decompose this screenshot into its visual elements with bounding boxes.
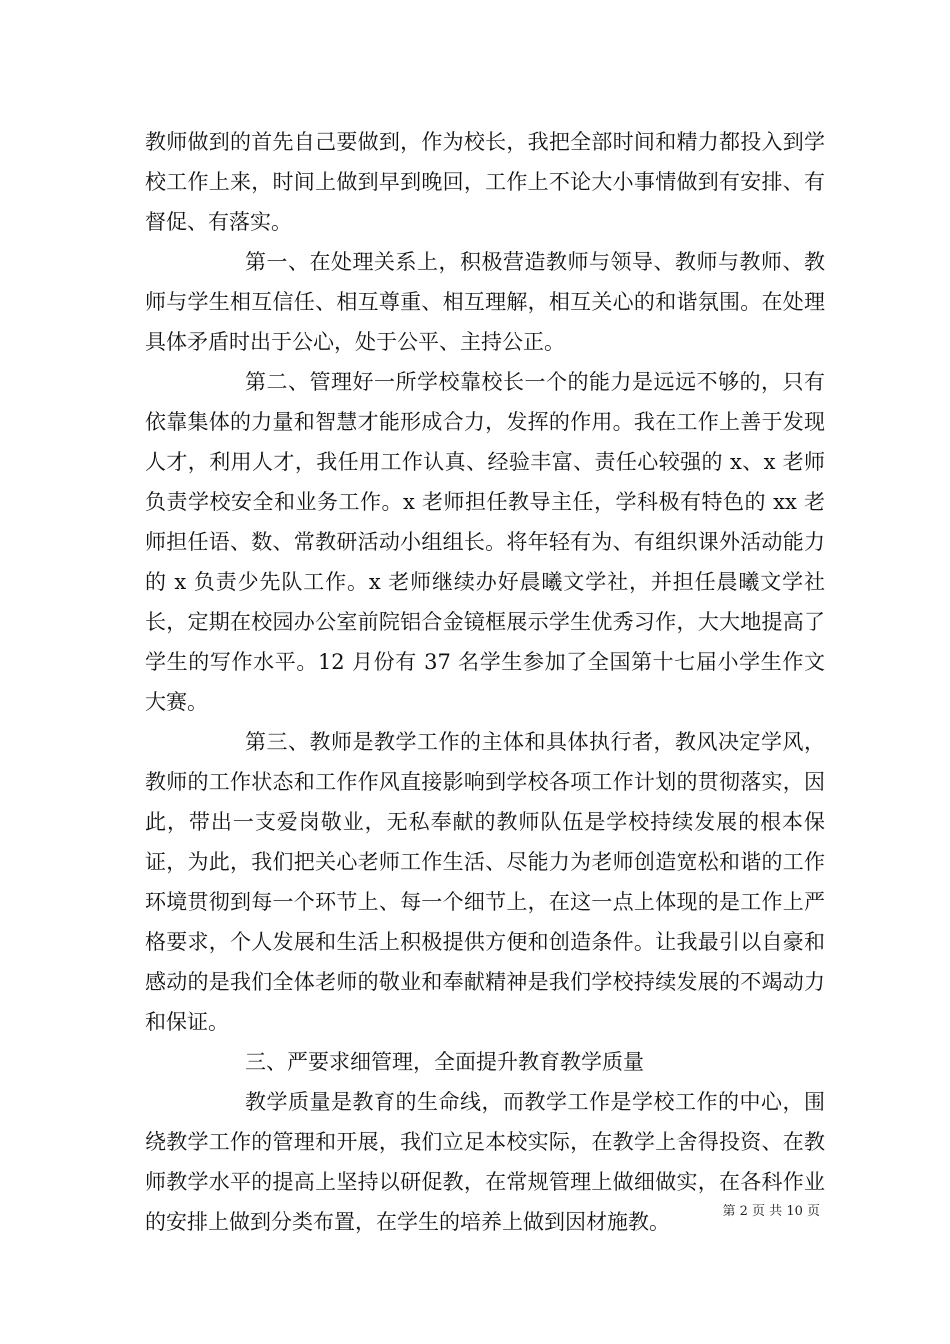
paragraph-third-point: 第三、教师是教学工作的主体和具体执行者，教风决定学风，教师的工作状态和工作作风直接影响到学校各项工作计划的贯彻落实，因此，带出一支爱岗敬业，无私奉献的教师队伍是学校持续发展的根本保证，为此，我们把关心老师工作生活、尽能力为老师创造宽松和谐的工作环境贯彻到每一个环节上、每一个细节上，在这一点上体现的是工作上严格要求，个人发展和生活上积极提供方便和创造条件。让我最引以自豪和感动的是我们全体老师的敬业和奉献精神是我们学校持续发展的不竭动力和保证。 xyxy=(145,730,825,1034)
document-body xyxy=(145,122,825,1242)
page-number: 第 2 页 共 10 页 xyxy=(722,1204,820,1219)
section-heading: 三、严要求细管理，全面提升教育教学质量 xyxy=(245,1050,644,1074)
paragraph-second-point: 第二、管理好一所学校靠校长一个的能力是远远不够的，只有依靠集体的力量和智慧才能形成合力，发挥的作用。我在工作上善于发现人才，利用人才，我任用工作认真、经验丰富、责任心较强的 x、x 老师负责学校安全和业务工作。x 老师担任教导主任，学科极有特色的 xx 老师担任语、数、常教研活动小组组长。将年轻有为、有组织课外活动能力的 x 负责少先队工作。x 老师继续办好晨曦文学社，并担任晨曦文学社长，定期在校园办公室前院铝合金镜框展示学生优秀习作，大大地提高了学生的写作水平。12 月份有 37 名学生参加了全国第十七届小学生作文大赛。 xyxy=(145,370,825,714)
paragraph-teaching-quality: 教学质量是教育的生命线，而教学工作是学校工作的中心，围绕教学工作的管理和开展，我们立足本校实际，在教学上舍得投资、在教师教学水平的提高上坚持以研促教，在常规管理上做细做实，在各科作业的安排上做到分类布置，在学生的培养上做到因材施教。 xyxy=(145,1090,825,1234)
paragraph-continuation: 教师做到的首先自己要做到，作为校长，我把全部时间和精力都投入到学校工作上来，时间上做到早到晚回，工作上不论大小事情做到有安排、有督促、有落实。 xyxy=(145,130,825,234)
paragraph-first-point: 第一、在处理关系上，积极营造教师与领导、教师与教师、教师与学生相互信任、相互尊重、相互理解，相互关心的和谐氛围。在处理具体矛盾时出于公心，处于公平、主持公正。 xyxy=(145,250,825,354)
